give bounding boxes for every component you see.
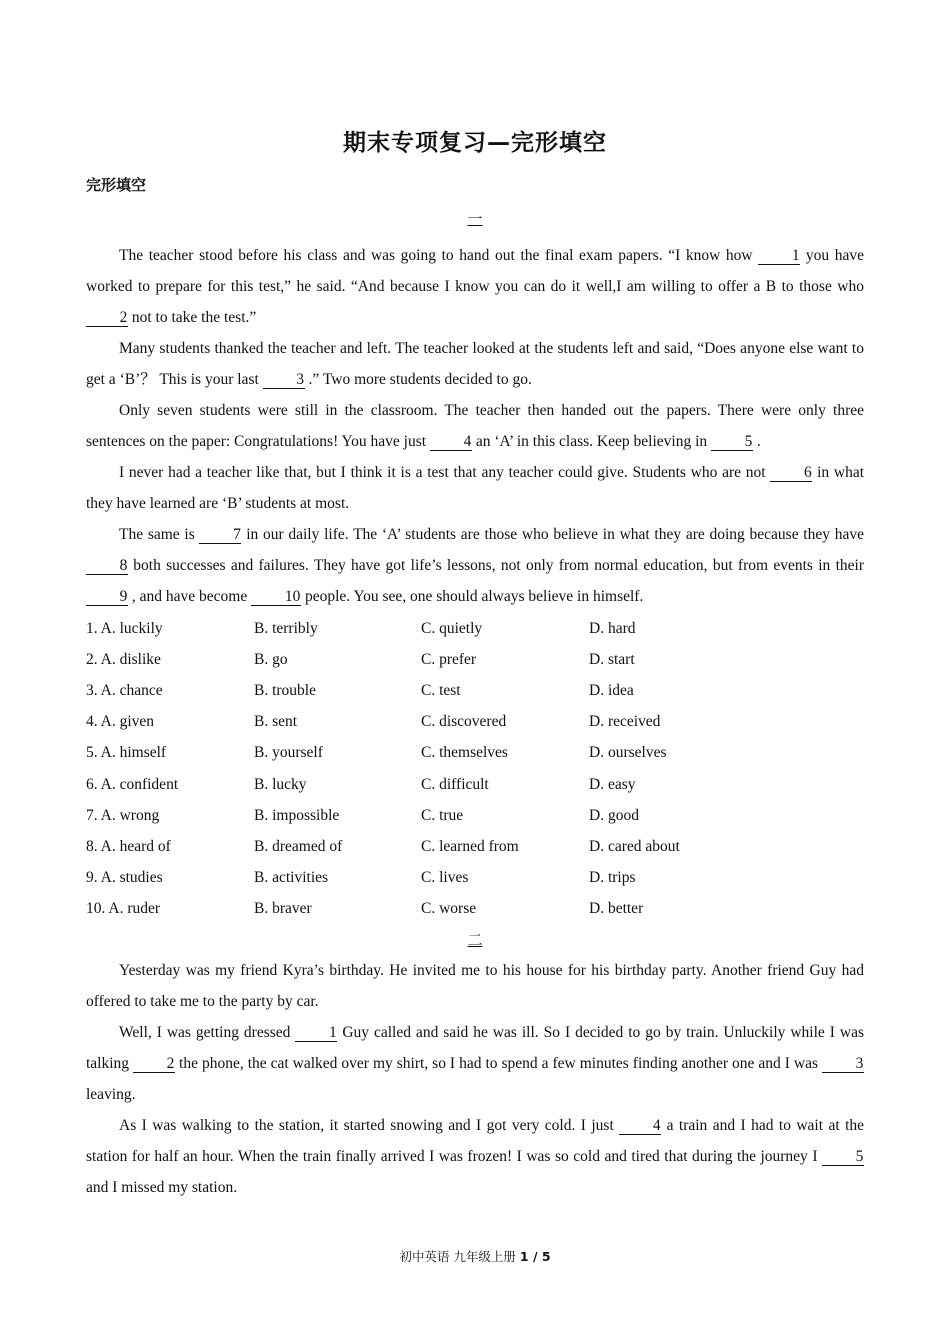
option-a[interactable]: 3. A. chance — [86, 682, 163, 700]
part-mark-2: 二 — [467, 931, 483, 949]
option-a[interactable]: 7. A. wrong — [86, 806, 160, 824]
option-d[interactable]: D. received — [589, 713, 661, 731]
option-d[interactable]: D. easy — [589, 775, 636, 793]
option-a[interactable]: 4. A. given — [86, 713, 155, 731]
option-b[interactable]: B. sent — [254, 713, 298, 731]
option-a[interactable]: 1. A. luckily — [86, 620, 163, 637]
answer-blank[interactable]: 7 — [199, 526, 241, 544]
option-b[interactable]: B. activities — [254, 868, 329, 886]
answer-blank[interactable]: 4 — [619, 1117, 661, 1135]
answer-blank[interactable]: 10 — [251, 588, 301, 606]
passage-2-paragraph: Well, I was getting dressed 1 Guy called and said he was ill. So I decided to go by train. Unluckily while I was talking 2 the phone, the cat walked over my shirt, so I had to spend a few minutes finding another one and I was 3 leaving. — [86, 1024, 864, 1103]
page-number: 1 / 5 — [519, 1249, 551, 1264]
answer-blank[interactable]: 5 — [711, 433, 753, 451]
option-a[interactable]: 10. A. ruder — [86, 899, 161, 917]
answer-blank[interactable]: 6 — [770, 464, 812, 482]
passage-1-paragraph: I never had a teacher like that, but I think it is a test that any teacher could give. Students who are not 6 in what they have learned are ‘B’ students at most. — [86, 464, 865, 512]
options-row — [86, 644, 864, 675]
options-row — [86, 893, 864, 924]
option-a[interactable]: 2. A. dislike — [86, 651, 161, 669]
option-b[interactable]: B. braver — [254, 899, 312, 917]
options-row — [86, 706, 864, 737]
page-title: 期末专项复习—完形填空 — [343, 130, 607, 156]
answer-blank[interactable]: 1 — [758, 247, 800, 265]
option-d[interactable]: D. idea — [589, 682, 634, 700]
section-label: 完形填空 — [86, 176, 147, 194]
answer-blank[interactable]: 4 — [430, 433, 472, 451]
options-row — [86, 800, 864, 831]
answer-blank[interactable]: 2 — [133, 1055, 175, 1073]
option-b[interactable]: B. lucky — [254, 775, 307, 793]
option-b[interactable]: B. impossible — [254, 806, 340, 824]
option-a[interactable]: 9. A. studies — [86, 868, 163, 886]
option-b[interactable]: B. terribly — [254, 620, 318, 637]
option-d[interactable]: D. ourselves — [589, 744, 667, 762]
passage-2-paragraph: Yesterday was my friend Kyra’s birthday. He invited me to his house for his birthday party. Another friend Guy had offered to take me to the party by car. — [86, 962, 864, 1010]
answer-blank[interactable]: 8 — [86, 557, 128, 575]
option-a[interactable]: 8. A. heard of — [86, 837, 171, 855]
option-c[interactable]: C. true — [421, 806, 464, 824]
option-c[interactable]: C. learned from — [421, 837, 519, 855]
options-row — [86, 862, 864, 893]
option-b[interactable]: B. yourself — [254, 744, 323, 762]
options-row — [86, 675, 864, 706]
option-a[interactable]: 6. A. confident — [86, 775, 179, 793]
footer-subject: 初中英语 九年级上册 — [399, 1249, 520, 1264]
option-b[interactable]: B. go — [254, 651, 288, 669]
option-d[interactable]: D. better — [589, 899, 644, 917]
options-row — [86, 769, 864, 800]
option-c[interactable]: C. test — [421, 682, 461, 700]
options-row — [86, 831, 864, 862]
option-d[interactable]: D. start — [589, 651, 635, 669]
page-footer — [0, 1247, 950, 1265]
passage-1-paragraph: Many students thanked the teacher and left. The teacher looked at the students left and said, “Does anyone else want to get a ‘B’？ This is your last 3 .” Two more students decided to go. — [86, 340, 864, 388]
passage-1-paragraph: The same is 7 in our daily life. The ‘A’ students are those who believe in what they are doing because they have 8 both successes and failures. They have got life’s lessons, not only from normal education, but from events in their 9 , and have become 10 people. You see, one should always believe in himself. — [86, 519, 864, 612]
option-c[interactable]: C. lives — [421, 868, 469, 886]
answer-blank[interactable]: 3 — [822, 1055, 864, 1073]
option-a[interactable]: 5. A. himself — [86, 744, 167, 762]
passage-2-paragraph: As I was walking to the station, it started snowing and I got very cold. I just 4 a train and I had to wait at the station for half an hour. When the train finally arrived I was frozen! I was so cold and tired that during the journey I 5 and I missed my station. — [86, 1117, 865, 1196]
option-b[interactable]: B. trouble — [254, 682, 316, 700]
option-d[interactable]: D. trips — [589, 868, 636, 886]
answer-blank[interactable]: 1 — [295, 1024, 337, 1042]
answer-blank[interactable]: 5 — [822, 1148, 864, 1166]
options-row — [86, 613, 864, 644]
option-c[interactable]: C. prefer — [421, 651, 477, 669]
answer-blank[interactable]: 9 — [86, 588, 128, 606]
options-row — [86, 737, 864, 768]
option-d[interactable]: D. hard — [589, 620, 636, 637]
answer-blank[interactable]: 2 — [86, 309, 128, 327]
option-c[interactable]: C. worse — [421, 899, 477, 917]
option-b[interactable]: B. dreamed of — [254, 837, 343, 855]
part-mark-1: 一 — [467, 210, 483, 228]
option-c[interactable]: C. discovered — [421, 713, 507, 731]
option-c[interactable]: C. themselves — [421, 744, 508, 762]
option-c[interactable]: C. quietly — [421, 620, 483, 637]
option-d[interactable]: D. cared about — [589, 837, 680, 855]
passage-1-paragraph: The teacher stood before his class and was going to hand out the final exam papers. “I know how 1 you have worked to prepare for this test,” he said. “And because I know you can do it well,I am willing to offer a B to those who 2 not to take the test.” — [86, 247, 865, 326]
option-d[interactable]: D. good — [589, 806, 639, 824]
passage-1-paragraph: Only seven students were still in the classroom. The teacher then handed out the papers. There were only three sentences on the paper: Congratulations! You have just 4 an ‘A’ in this class. Keep believing in 5 . — [86, 402, 864, 450]
answer-blank[interactable]: 3 — [263, 371, 305, 389]
option-c[interactable]: C. difficult — [421, 775, 489, 793]
